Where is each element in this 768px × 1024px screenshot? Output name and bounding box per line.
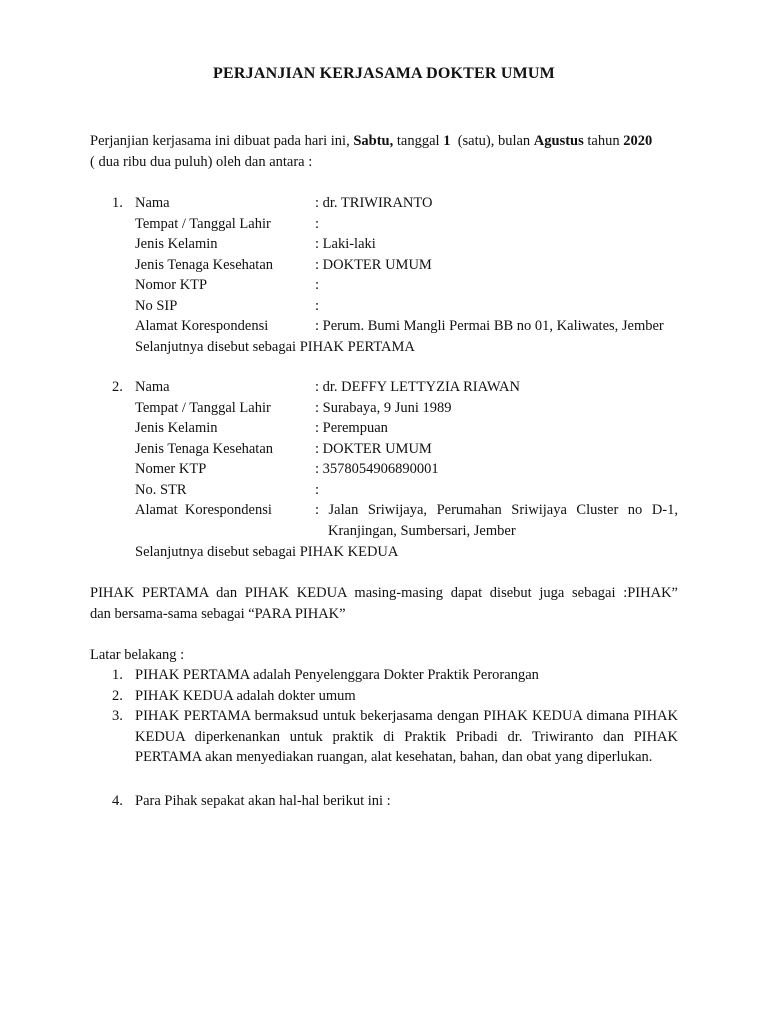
party2-field-label: Nomer KTP	[135, 461, 207, 477]
latar-item-text: PIHAK PERTAMA bermaksud untuk bekerjasama dengan PIHAK KEDUA dimana PIHAK KEDUA diperkenankan untuk praktik di Praktik Pribadi dr. Triwiranto dan PIHAK PERTAMA akan menyediakan ruangan, alat kesehatan, bahan, dan obat yang diperlukan.	[135, 708, 678, 765]
party1-number: 1.	[112, 195, 123, 211]
party2-number: 2.	[112, 379, 123, 395]
intro-text: tanggal	[393, 133, 444, 149]
party1-field-label: No SIP	[135, 297, 178, 314]
party2-address-line-2: Kranjingan, Sumbersari, Jember	[328, 522, 516, 539]
party2-field-label: Nama	[135, 379, 170, 395]
party2-field-value: : Surabaya, 9 Juni 1989	[315, 399, 452, 416]
party2-field-value: : 3578054906890001	[315, 461, 439, 477]
latar-item-number: 4.	[112, 793, 123, 809]
party1-field-value: :	[315, 297, 320, 314]
party2-address-line-1: : Jalan Sriwijaya, Perumahan Sriwijaya Cluster no D-1,	[315, 502, 678, 518]
intro-text: Perjanjian kerjasama ini dibuat pada hari ini,	[90, 133, 354, 149]
party1-field-label: Jenis Tenaga Kesehatan	[135, 256, 274, 273]
party2-field-label: Jenis Tenaga Kesehatan	[135, 440, 274, 457]
para-pihak-line-1: PIHAK PERTAMA dan PIHAK KEDUA masing-masing dapat disebut juga sebagai :PIHAK”	[90, 585, 678, 601]
para-pihak-paragraph	[90, 583, 678, 624]
latar-item-number: 1.	[112, 667, 123, 683]
party1-field-value: : Perum. Bumi Mangli Permai BB no 01, Kaliwates, Jember	[315, 318, 664, 334]
party2-field-value: : Perempuan	[315, 420, 388, 436]
intro-day: Sabtu,	[353, 133, 394, 149]
latar-item-text: PIHAK PERTAMA adalah Penyelenggara Dokter Praktik Perorangan	[135, 667, 539, 683]
party2-field-label: Jenis Kelamin	[135, 420, 218, 436]
latar-item-text: Para Pihak sepakat akan hal-hal berikut ini :	[135, 793, 391, 809]
party1-field-value: : Laki-laki	[315, 236, 376, 252]
party2-field-value: :	[315, 481, 320, 498]
para-pihak-line-2: dan bersama-sama sebagai “PARA PIHAK”	[90, 605, 346, 622]
party2-field-label: Alamat Korespondensi	[135, 502, 272, 518]
intro-line-1	[90, 131, 678, 152]
intro-line-2: ( dua ribu dua puluh) oleh dan antara :	[90, 153, 313, 170]
party1-field-value: : dr. TRIWIRANTO	[315, 195, 433, 211]
party2-field-value: : DOKTER UMUM	[315, 440, 432, 457]
latar-item-number: 3.	[112, 708, 123, 724]
party1-field-label: Alamat Korespondensi	[135, 318, 269, 334]
party1-field-label: Jenis Kelamin	[135, 236, 218, 252]
party1-field-label: Nomor KTP	[135, 277, 208, 293]
latar-item-number: 2.	[112, 688, 123, 704]
party2-field-label: Tempat / Tanggal Lahir	[135, 399, 271, 416]
party1-field-label: Tempat / Tanggal Lahir	[135, 215, 271, 232]
party2-closing: Selanjutnya disebut sebagai PIHAK KEDUA	[135, 544, 399, 560]
party1-field-value: :	[315, 215, 320, 232]
party1-field-value: :	[315, 277, 320, 293]
intro-text: (satu), bulan	[450, 133, 534, 149]
document-title: PERJANJIAN KERJASAMA DOKTER UMUM	[213, 65, 555, 82]
intro-paragraph	[90, 131, 678, 172]
party1-field-value: : DOKTER UMUM	[315, 256, 432, 273]
latar-heading: Latar belakang :	[90, 647, 185, 663]
intro-text: tahun	[583, 133, 624, 149]
party2-field-value: : dr. DEFFY LETTYZIA RIAWAN	[315, 379, 520, 395]
party2-field-label: No. STR	[135, 481, 187, 498]
intro-date: 1	[443, 133, 451, 149]
latar-item-text: PIHAK KEDUA adalah dokter umum	[135, 688, 356, 704]
intro-month: Agustus	[533, 133, 584, 149]
party1-closing: Selanjutnya disebut sebagai PIHAK PERTAMA	[135, 339, 415, 355]
party2-address-value	[315, 500, 678, 541]
intro-year: 2020	[623, 133, 653, 149]
party1-field-label: Nama	[135, 195, 170, 211]
